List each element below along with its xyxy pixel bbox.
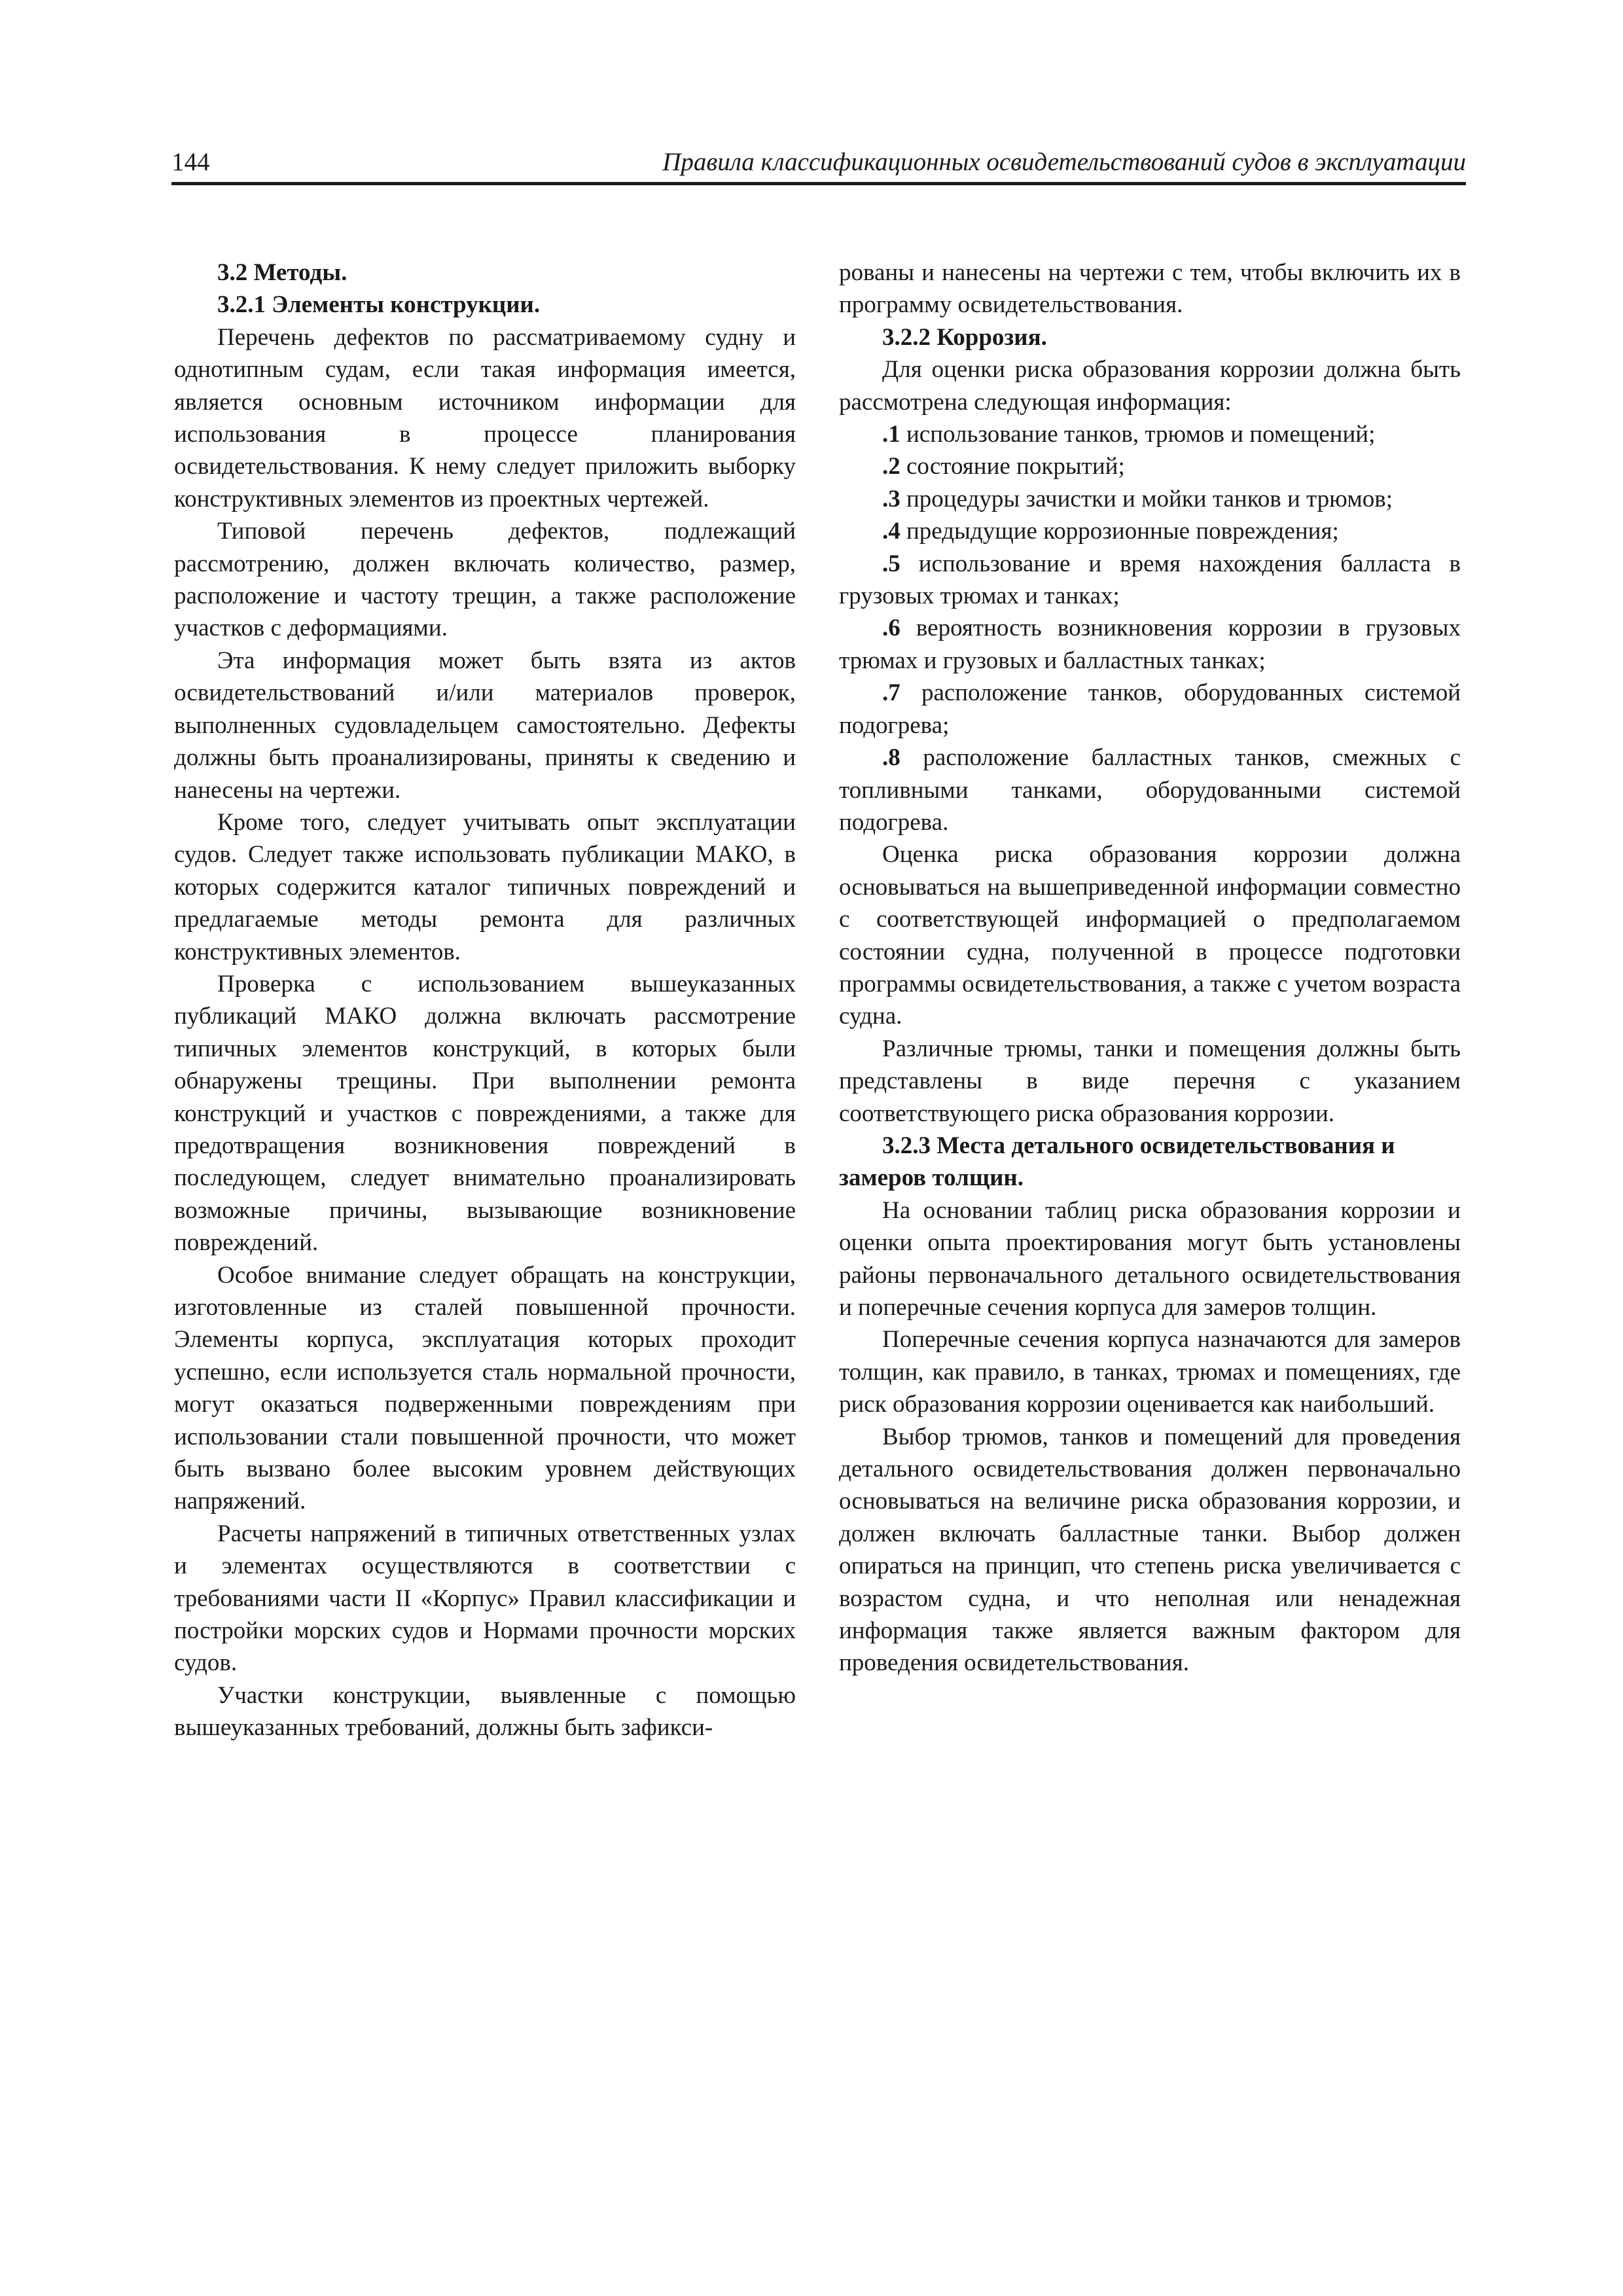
paragraph: Различные трюмы, танки и помещения должны быть представлены в виде перечня с указанием соответствующего риска образования коррозии. [839,1035,1461,1127]
paragraph: Особое внимание следует обращать на конструкции, изготовленные из сталей повышенной прочности. Элементы корпуса, эксплуатация которых проходит успешно, если используется сталь нормальной прочности, могут оказаться подверженными повреждениям при использовании стали повышенной прочности, что может быть вызвано более высоким уровнем действующих напряжений. [174,1261,796,1515]
paragraph: Расчеты напряжений в типичных ответственных узлах и элементах осуществляются в соответствии с требованиями части II «Корпус» Правил классификации и постройки морских судов и Нормами прочности морских судов. [174,1520,796,1677]
paragraph: На основании таблиц риска образования коррозии и оценки опыта проектирования могут быть установлены районы первоначального детального освидетельствования и поперечные сечения корпуса для замеров толщин. [839,1196,1461,1321]
list-number: .3 [882,485,901,512]
paragraph: Выбор трюмов, танков и помещений для проведения детального освидетельствования должен первоначально основываться на величине риска образования коррозии, и должен включать балластные танки. Выбор должен опираться на принцип, что степень риска увеличивается с возрастом судна, и что неполная или ненадежная информация также является важным фактором для проведения освидетельствования. [839,1423,1461,1677]
list-number: .5 [882,550,901,577]
list-text: вероятность возникновения коррозии в грузовых трюмах и грузовых и балластных танках; [839,615,1461,674]
right-column [839,257,1461,1679]
list-text: расположение балластных танков, смежных с топливными танками, оборудованными системой подогрева. [839,744,1461,836]
paragraph: Эта информация может быть взята из актов освидетельствований и/или материалов проверок, выполненных судовладельцем самостоятельно. Дефекты должны быть проанализированы, приняты к сведению и нанесены на чертежи. [174,647,796,804]
paragraph: Типовой перечень дефектов, подлежащий рассмотрению, должен включать количество, размер, расположение и частоту трещин, а также расположение участков с деформациями. [174,518,796,642]
list-number: .2 [882,453,901,480]
list-item [839,418,1461,450]
left-column [174,257,796,1744]
list-item [839,612,1461,677]
list-text: использование танков, трюмов и помещений; [906,421,1376,448]
list-item [839,742,1461,838]
paragraph: Для оценки риска образования коррозии должна быть рассмотрена следующая информация: [839,356,1461,416]
paragraph: Проверка с использованием вышеуказанных публикаций МАКО должна включать рассмотрение типичных элементов конструкций, в которых были обнаружены трещины. При выполнении ремонта конструкций и участков с повреждениями, а также для предотвращения возникновения повреждений в последующем, следует внимательно проанализировать возможные причины, вызывающие возникновение повреждений. [174,970,796,1257]
paragraph: Оценка риска образования коррозии должна основываться на вышеприведенной информации совместно с соответствующей информацией о предполагаемом состоянии судна, полученной в процессе подготовки программы освидетельствования, а также с учетом возраста судна. [839,841,1461,1030]
list-item [839,677,1461,742]
paragraph: Поперечные сечения корпуса назначаются для замеров толщин, как правило, в танках, трюмах и помещениях, где риск образования коррозии оценивается как наибольший. [839,1326,1461,1418]
paragraph: Кроме того, следует учитывать опыт эксплуатации судов. Следует также использовать публикации МАКО, в которых содержится каталог типичных повреждений и предлагаемые методы ремонта для различных конструктивных элементов. [174,808,796,965]
list-number: .6 [882,615,901,642]
paragraph: Участки конструкции, выявленные с помощью вышеуказанных требований, должны быть зафикси- [174,1681,796,1742]
paragraph: Перечень дефектов по рассматриваемому судну и однотипным судам, если такая информация имеется, является основным источником информации для использования в процессе планирования освидетельствования. К нему следует приложить выборку конструктивных элементов из проектных чертежей. [174,323,796,512]
list-text: предыдущие коррозионные повреждения; [906,518,1339,545]
list-item [839,548,1461,613]
paragraph-continuation: рованы и нанесены на чертежи с тем, чтобы включить их в программу освидетельствования. [839,259,1461,319]
list-number: .1 [882,421,901,448]
subsection-heading: 3.2.1 Элементы конструкции. [217,291,541,319]
list-item [839,483,1461,515]
list-text: расположение танков, оборудованных системой подогрева; [839,679,1461,739]
subsection-heading: 3.2.2 Коррозия. [882,323,1047,351]
running-title: Правила классификационных освидетельствований судов в эксплуатации [662,148,1466,176]
list-text: процедуры зачистки и мойки танков и трюмов; [906,485,1393,512]
subsection-heading: 3.2.3 Места детального освидетельствования и замеров толщин. [839,1132,1395,1192]
list-number: .7 [882,679,901,707]
list-text: использование и время нахождения балласта в грузовых трюмах и танках; [839,550,1461,610]
list-item [839,515,1461,547]
list-text: состояние покрытий; [906,453,1125,480]
list-number: .8 [882,744,901,772]
list-number: .4 [882,518,901,545]
list-item [839,450,1461,482]
section-heading: 3.2 Методы. [217,259,348,286]
running-header [171,145,1466,185]
page-number: 144 [171,148,210,176]
